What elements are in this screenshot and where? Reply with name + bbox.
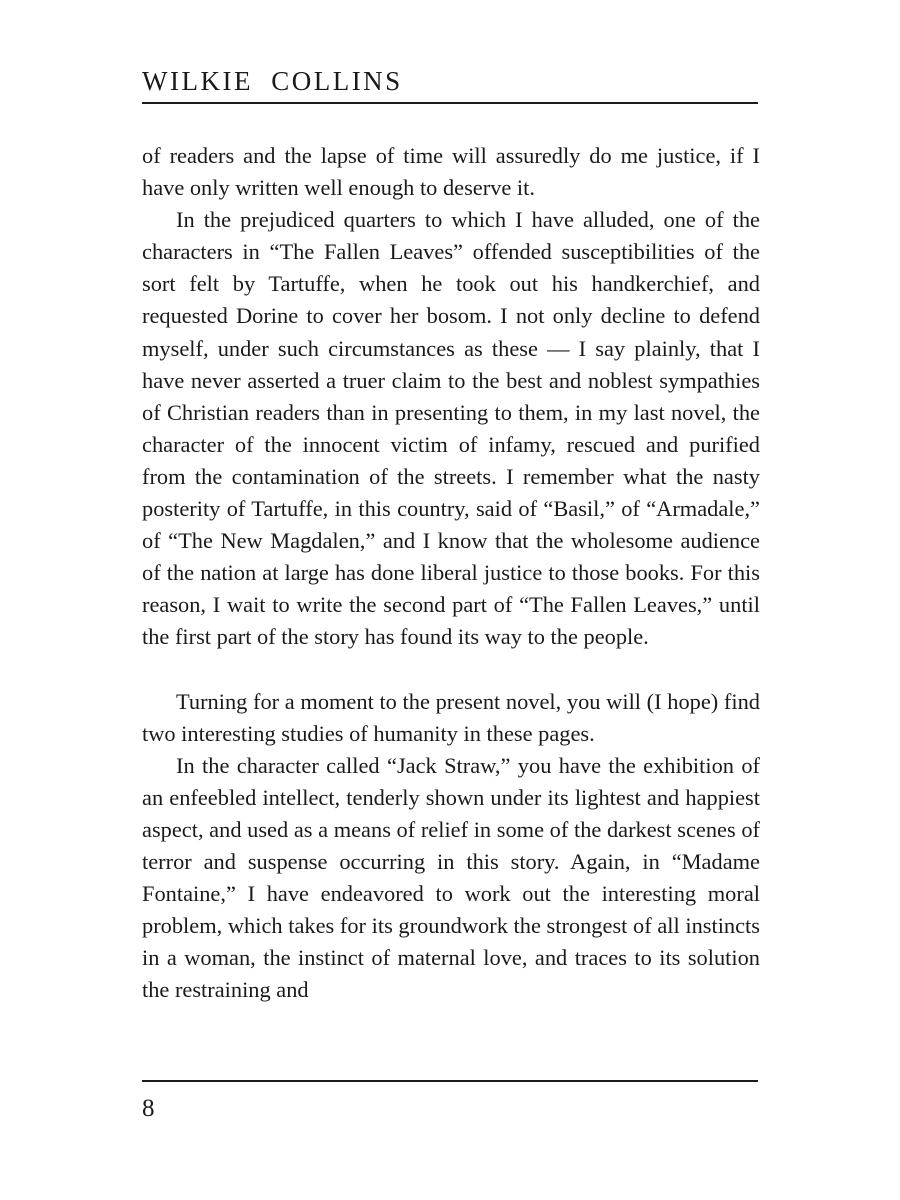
paragraph-present-novel: Turning for a moment to the present novel, you will (I hope) find two interesting studies of humanity in these pages. (142, 688, 760, 746)
paragraph-tartuffe: In the prejudiced quarters to which I have alluded, one of the characters in “The Fallen Leaves” offended susceptibilities of the sort felt by Tartuffe, when he took out his handkerchief, and requested Dorine to cover her bosom. I not only decline to defend myself, under such circumstances as these — I say plainly, that I have never asserted a truer claim to the best and noblest sympathies of Christian readers than in presenting to them, in my last novel, the character of the innocent victim of infamy, rescued and purified from the contamination of the streets. I remember what the nasty posterity of Tartuffe, in this country, said of “Basil,” of “Armadale,” of “The New Magdalen,” and I know that the wholesome audience of the nation at large has done liberal justice to those books. For this reason, I wait to write the second part of “The Fallen Leaves,” until the first part of the story has found its way to the people. (142, 207, 760, 650)
paragraph-jack-straw: In the character called “Jack Straw,” you have the exhibition of an enfeebled intellect, tenderly shown under its lightest and happiest aspect, and used as a means of relief in some of the darkest scenes of terror and suspense occurring in this story. Again, in “Madame Fontaine,” I have endeavored to work out the interesting moral problem, which takes for its groundwork the strongest of all instincts in a woman, the instinct of maternal love, and traces to its solution the restraining and (142, 752, 760, 1003)
body-text (142, 140, 760, 1006)
running-head: WILKIE COLLINS (142, 66, 403, 96)
paragraph-continuation: of readers and the lapse of time will assuredly do me justice, if I have only written well enough to deserve it. (142, 143, 760, 201)
page-footer (142, 1080, 758, 1122)
page-number: 8 (142, 1095, 155, 1122)
page-header (142, 64, 758, 104)
